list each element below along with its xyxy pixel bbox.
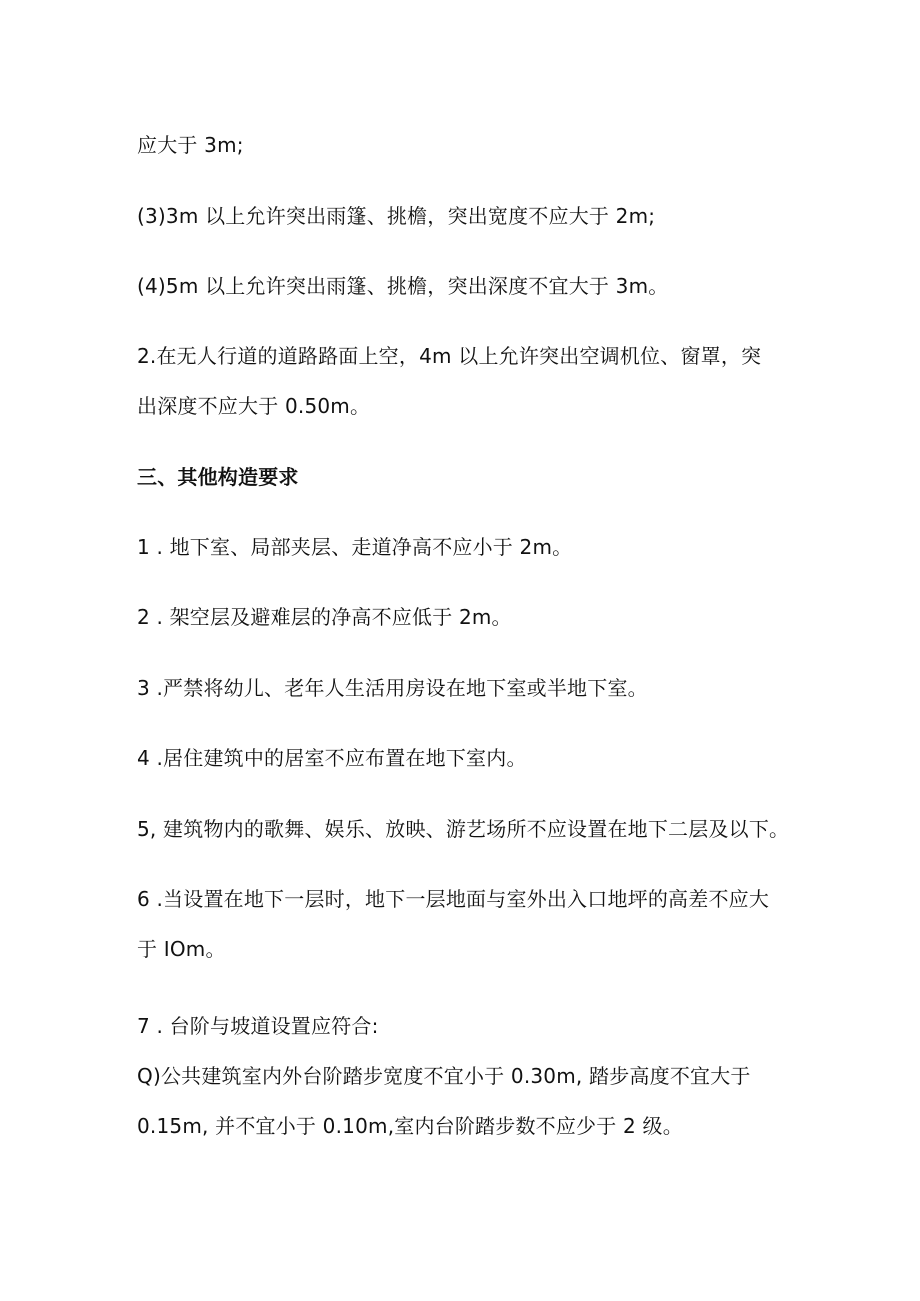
list-item-2: 2 . 架空层及避难层的净高不应低于 2m。 bbox=[137, 605, 512, 629]
list-item-5: 5, 建筑物内的歌舞、娱乐、放映、游艺场所不应设置在地下二层及以下。 bbox=[137, 817, 790, 841]
list-item-4: 4 .居住建筑中的居室不应布置在地下室内。 bbox=[137, 746, 527, 770]
sub-item-1: Q)公共建筑室内外台阶踏步宽度不宜小于 0.30m, 踏步高度不宜大于 bbox=[137, 1064, 751, 1088]
sub-item-1-cont: 0.15m, 并不宜小于 0.10m,室内台阶踏步数不应少于 2 级。 bbox=[137, 1114, 683, 1138]
list-item-6-cont: 于 IOm。 bbox=[137, 937, 226, 961]
section-heading: 三、其他构造要求 bbox=[137, 465, 299, 489]
list-item-6: 6 .当设置在地下一层时，地下一层地面与室外出入口地坪的高差不应大 bbox=[137, 887, 770, 911]
list-item-3: 3 .严禁将幼儿、老年人生活用房设在地下室或半地下室。 bbox=[137, 676, 648, 700]
text-line-item-3: (3)3m 以上允许突出雨篷、挑檐，突出宽度不应大于 2m; bbox=[137, 204, 656, 228]
text-line-point-2-cont: 出深度不应大于 0.50m。 bbox=[137, 394, 371, 418]
text-line-continuation: 应大于 3m; bbox=[137, 133, 244, 157]
list-item-7: 7 . 台阶与坡道设置应符合: bbox=[137, 1014, 379, 1038]
list-item-1: 1 . 地下室、局部夹层、走道净高不应小于 2m。 bbox=[137, 535, 573, 559]
text-line-item-4: (4)5m 以上允许突出雨篷、挑檐，突出深度不宜大于 3m。 bbox=[137, 274, 669, 298]
text-line-point-2: 2.在无人行道的道路路面上空，4m 以上允许突出空调机位、窗罩，突 bbox=[137, 344, 762, 368]
